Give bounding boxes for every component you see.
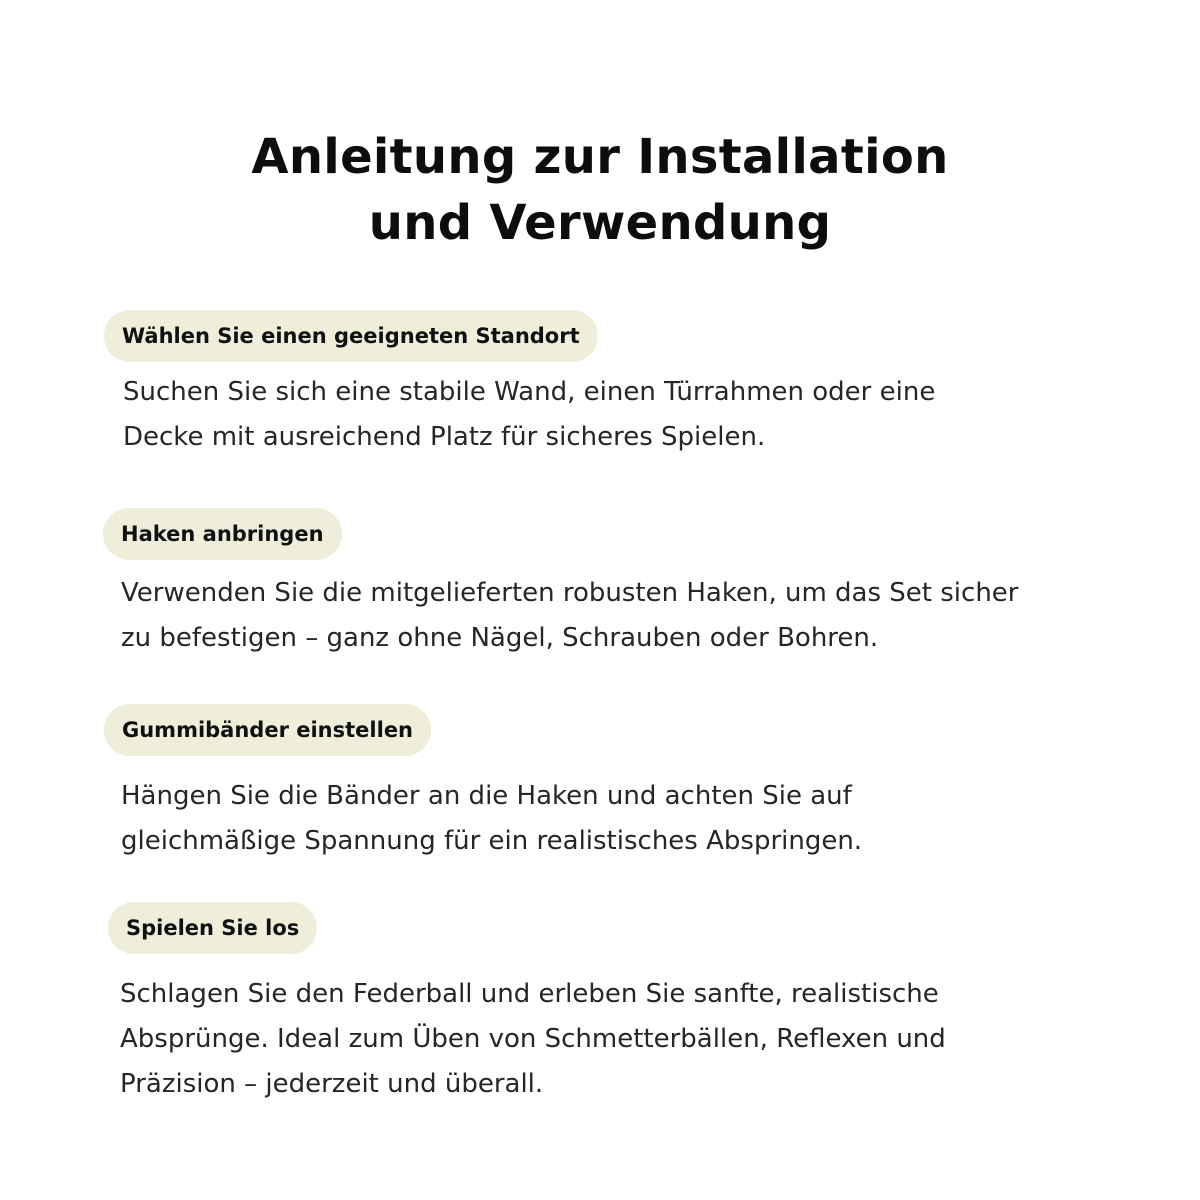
step-heading: Gummibänder einstellen <box>122 718 414 742</box>
step-heading-badge <box>108 902 317 954</box>
step-description: Schlagen Sie den Federball und erleben Sie sanfte, realistische Absprünge. Ideal zum Üben von Schmetterbällen, Reflexen und Präzision – jederzeit und überall. <box>120 979 946 1099</box>
page-title-line-1: Anleitung zur Installation <box>251 129 949 186</box>
step-heading: Wählen Sie einen geeigneten Standort <box>122 324 580 348</box>
step-heading-badge <box>103 508 342 560</box>
step-heading: Spielen Sie los <box>126 916 300 940</box>
step-description: Verwenden Sie die mitgelieferten robusten Haken, um das Set sicher zu befestigen – ganz ohne Nägel, Schrauben oder Bohren. <box>121 578 1019 653</box>
step-heading-badge <box>104 310 598 362</box>
step-heading: Haken anbringen <box>121 522 324 546</box>
step-heading-badge <box>104 704 431 756</box>
step-description: Hängen Sie die Bänder an die Haken und achten Sie auf gleichmäßige Spannung für ein realistisches Abspringen. <box>121 781 863 856</box>
page-title <box>0 124 1200 256</box>
page-title-line-2: und Verwendung <box>368 195 832 252</box>
step-description: Suchen Sie sich eine stabile Wand, einen Türrahmen oder eine Decke mit ausreichend Platz für sicheres Spielen. <box>123 377 936 452</box>
